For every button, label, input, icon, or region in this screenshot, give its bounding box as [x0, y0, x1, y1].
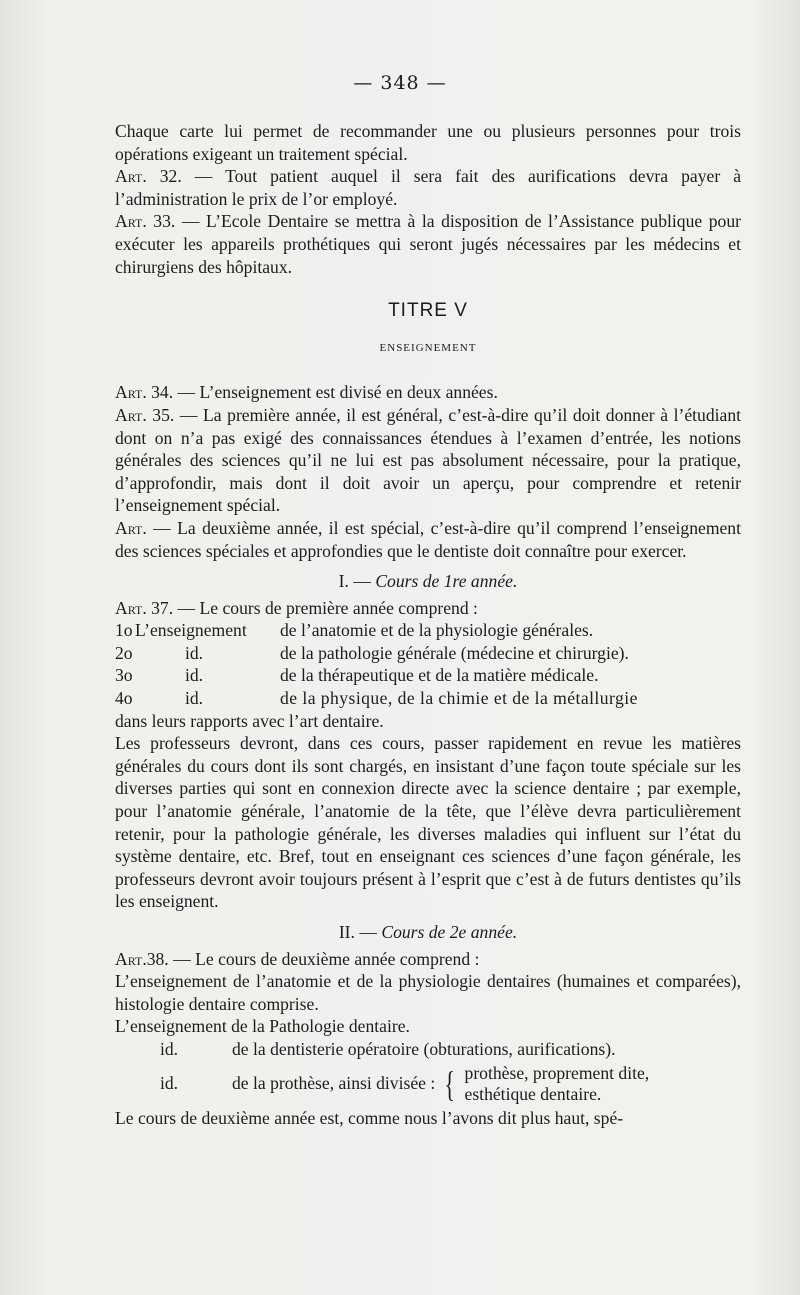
item-text: de la thérapeutique et de la matière médicale.: [280, 665, 599, 686]
article-38: [115, 948, 741, 971]
item-subject: id.: [160, 1038, 179, 1059]
item-number: 3o: [115, 665, 133, 686]
article-text: — Le cours de première année comprend :: [177, 597, 478, 618]
course-item: [115, 642, 741, 665]
item-number: 1o: [115, 620, 133, 641]
article-label: Art. 33.: [115, 211, 176, 232]
section-title: TITRE V: [388, 300, 468, 322]
course-title: Cours de 2e année.: [381, 922, 518, 942]
section-subtitle: ENSEIGNEMENT: [379, 341, 477, 354]
article-37: [115, 597, 741, 620]
brace-symbol: {: [444, 1063, 456, 1104]
item-text: de la pathologie générale (médecine et chirurgie).: [280, 642, 629, 663]
item-number: 4o: [115, 688, 133, 709]
article-33: [115, 210, 741, 278]
item-subject: id.: [185, 688, 204, 709]
course2-line-prothese: [115, 1063, 741, 1105]
brace-item: prothèse, proprement dite,: [464, 1062, 650, 1083]
item-text: de la dentisterie opératoire (obturations, aurifications).: [232, 1038, 616, 1059]
item-number: 2o: [115, 642, 133, 663]
course-heading-2: [115, 921, 741, 944]
article-label: Art.38.: [115, 948, 169, 969]
article-text: — La première année, il est général, c’est-à-dire qu’il doit donner à l’étudiant dont on n’a pas exigé des connaissances étendues à l’examen d’entrée, les notions générales des sciences qu’il ne lui est pas absolument nécessaire, pour la pratique, d’approfondir, mais dont il doit avoir un aperçu, pour comprendre et retenir l’enseignement spécial.: [115, 404, 742, 516]
course-title: Cours de 1re année.: [375, 571, 518, 592]
article-label: Art. 35.: [115, 404, 175, 425]
brace-list: [465, 1063, 650, 1105]
course-item-continued: dans leurs rapports avec l’art dentaire.: [115, 710, 384, 731]
item-text: de la prothèse, ainsi divisée :: [232, 1073, 436, 1094]
paragraph-last: Le cours de deuxième année est, comme nous l’avons dit plus haut, spé-: [115, 1107, 624, 1128]
article-text: — L’Ecole Dentaire se mettra à la disposition de l’Assistance publique pour exécuter les appareils prothétiques qui seront jugés nécessaires par les médecins et chirurgiens des hôpitaux.: [115, 211, 741, 277]
article-text: — L’enseignement est divisé en deux années.: [177, 382, 498, 403]
paragraph-professeurs: Les professeurs devront, dans ces cours, passer rapidement en revue les matières générales du cours dont ils sont chargés, en insistant d’une façon toute spéciale sur les diverses parties qui sont en connexion directe avec la science dentaire ; par exemple, pour l’anatomie générale, l’anatomie de la tête, que l’élève devra particulièrement retenir, pour la pathologie générale, les diverses maladies qui influent sur l’état du système dentaire, etc. Bref, tout en enseignant ces sciences d’une façon générale, les professeurs devront avoir toujours présent à l’esprit que c’est à de futurs dentistes qu’ils les enseignent.: [115, 733, 741, 912]
article-35-second: [115, 517, 741, 562]
course2-line-pathologie: L’enseignement de la Pathologie dentaire.: [115, 1016, 410, 1037]
paragraph-carte: Chaque carte lui permet de recommander une ou plusieurs personnes pour trois opérations exigeant un traitement spécial.: [115, 121, 741, 164]
course2-line-anatomie: L’enseignement de l’anatomie et de la physiologie dentaires (humaines et comparées), histologie dentaire comprise.: [115, 971, 741, 1014]
course-item: 1o L’enseignement de l’anatomie et de la physiologie générales.: [115, 619, 741, 642]
item-subject: id.: [185, 642, 204, 663]
article-35: [115, 404, 741, 517]
article-text: — La deuxième année, il est spécial, c’est-à-dire qu’il comprend l’enseignement des sciences spéciales et approfondies que le dentiste doit connaître pour exercer.: [115, 517, 741, 561]
item-subject: id.: [185, 665, 204, 686]
article-32: [115, 165, 741, 210]
item-text: de la physique, de la chimie et de la métallurgie: [280, 688, 638, 709]
article-label: Art. 34.: [115, 382, 174, 403]
page-body: [115, 120, 741, 1129]
course-item: [115, 687, 741, 710]
course-number: I. —: [338, 571, 371, 592]
course-number: II. —: [338, 922, 377, 942]
course-item: [115, 664, 741, 687]
course-heading-1: [115, 570, 741, 593]
brace-item: esthétique dentaire.: [464, 1083, 602, 1104]
course2-line-dentisterie: [115, 1038, 741, 1061]
article-34: [115, 381, 741, 404]
article-text: — Tout patient auquel il sera fait des aurifications devra payer à l’administration le prix de l’or employé.: [115, 166, 742, 209]
article-label: Art. 37.: [115, 597, 174, 618]
article-label: Art. 32.: [115, 166, 182, 187]
article-text: — Le cours de deuxième année comprend :: [173, 948, 480, 969]
item-text: de l’anatomie et de la physiologie générales.: [280, 620, 594, 641]
item-subject: id.: [160, 1073, 179, 1094]
article-label: Art.: [115, 517, 147, 538]
page-number: — 348 —: [353, 72, 447, 94]
